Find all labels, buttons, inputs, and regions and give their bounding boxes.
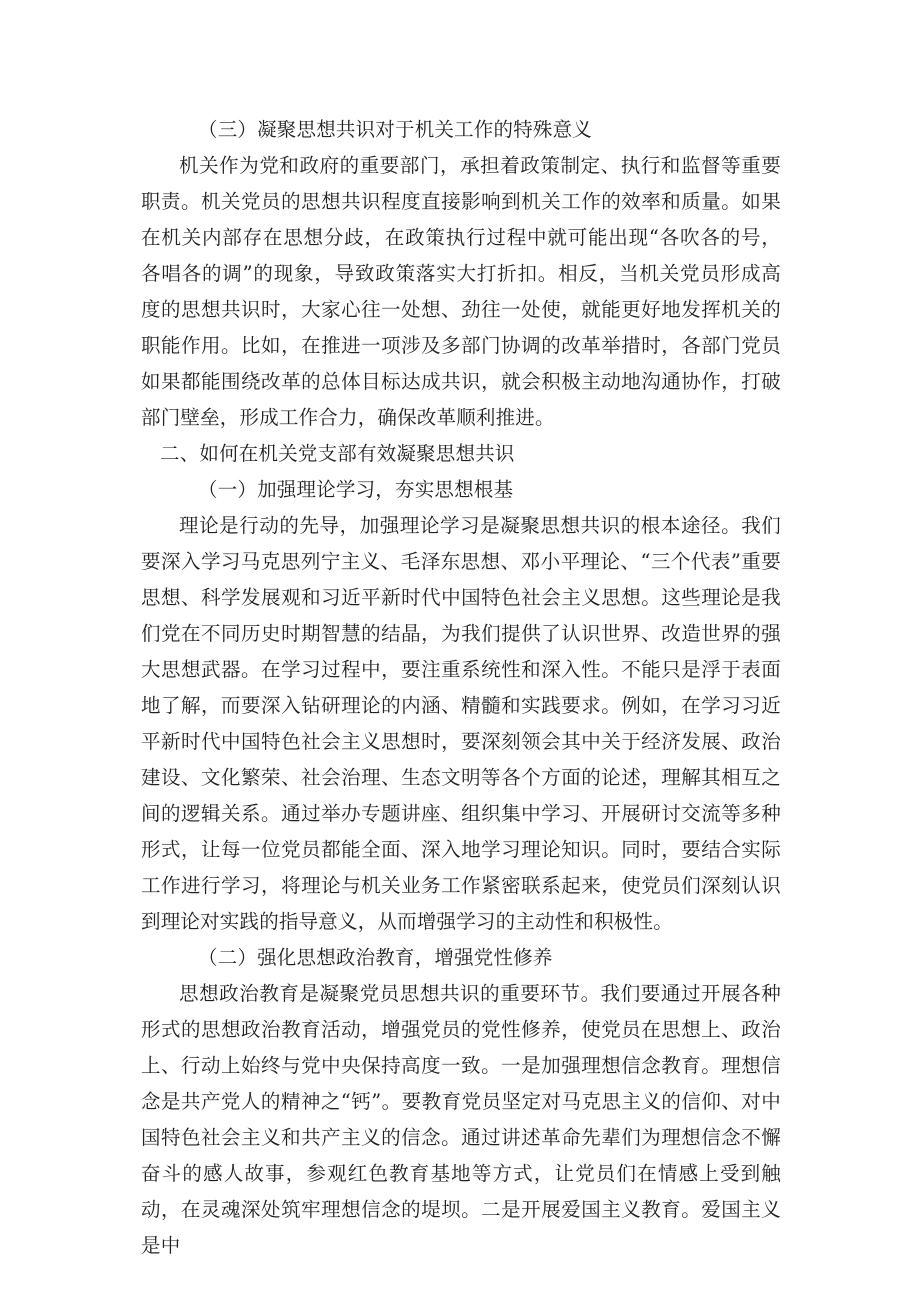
paragraph-theory-study: 理论是行动的先导，加强理论学习是凝聚思想共识的根本途径。我们要深入学习马克思列宁主义、毛泽东思想、邓小平理论、“三个代表”重要思想、科学发展观和习近平新时代中国特色社会主义思想。这些理论是我们党在不同历史时期智慧的结晶，为我们提供了认识世界、改造世界的强大思想武器。在学习过程中，要注重系统性和深入性。不能只是浮于表面地了解，而要深入钻研理论的内涵、精髓和实践要求。例如，在学习习近平新时代中国特色社会主义思想时，要深刻领会其中关于经济发展、政治建设、文化繁荣、社会治理、生态文明等各个方面的论述，理解其相互之间的逻辑关系。通过举办专题讲座、组织集中学习、开展研讨交流等多种形式，让每一位党员都能全面、深入地学习理论知识。同时，要结合实际工作进行学习，将理论与机关业务工作紧密联系起来，使党员们深刻认识到理论对实践的指导意义，从而增强学习的主动性和积极性。 — [141, 514, 781, 933]
section-heading-2: 二、如何在机关党支部有效凝聚思想共识 — [160, 442, 515, 465]
section-subheading-2: （二）强化思想政治教育，增强党性修养 — [198, 946, 553, 969]
paragraph-organ-significance: 机关作为党和政府的重要部门，承担着政策制定、执行和监督等重要职责。机关党员的思想共识程度直接影响到机关工作的效率和质量。如果在机关内部存在思想分歧，在政策执行过程中就可能出现“各吹各的号，各唱各的调”的现象，导致政策落实大打折扣。相反，当机关党员形成高度的思想共识时，大家心往一处想、劲往一处使，就能更好地发挥机关的职能作用。比如，在推进一项涉及多部门协调的改革举措时，各部门党员如果都能围绕改革的总体目标达成共识，就会积极主动地沟通协作，打破部门壁垒，形成工作合力，确保改革顺利推进。 — [141, 154, 781, 429]
paragraph-political-education: 思想政治教育是凝聚党员思想共识的重要环节。我们要通过开展各种形式的思想政治教育活动，增强党员的党性修养，使党员在思想上、政治上、行动上始终与党中央保持高度一致。一是加强理想信念教育。理想信念是共产党人的精神之“钙”。要教育党员坚定对马克思主义的信仰、对中国特色社会主义和共产主义的信念。通过讲述革命先辈们为理想信念不懈奋斗的感人故事，参观红色教育基地等方式，让党员们在情感上受到触动，在灵魂深处筑牢理想信念的堤坝。二是开展爱国主义教育。爱国主义是中 — [141, 982, 781, 1257]
section-subheading-1: （一）加强理论学习，夯实思想根基 — [198, 478, 514, 501]
section-subheading-3: （三）凝聚思想共识对于机关工作的特殊意义 — [198, 118, 593, 141]
document-page — [141, 112, 781, 1264]
